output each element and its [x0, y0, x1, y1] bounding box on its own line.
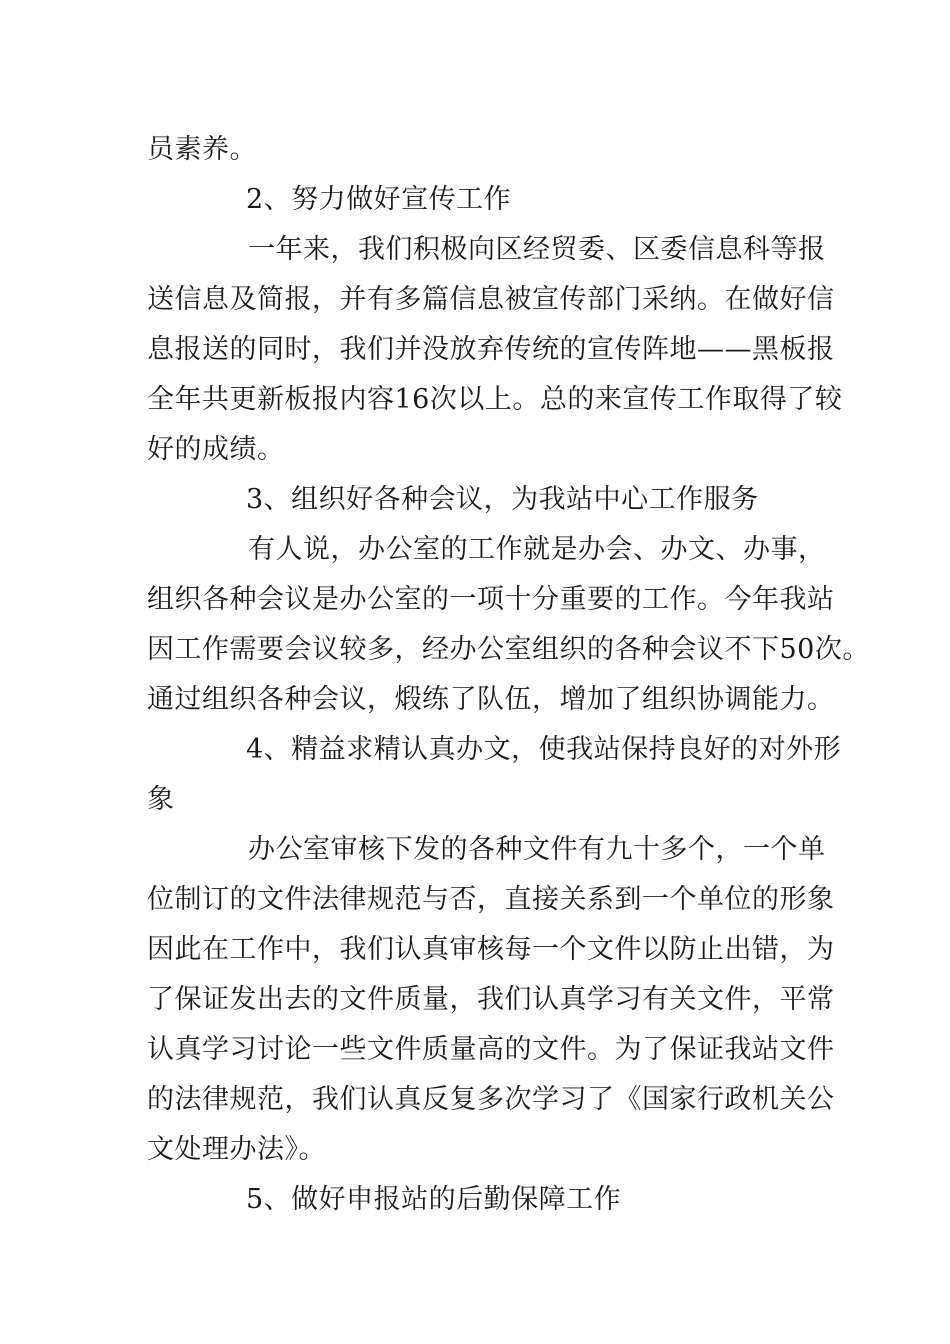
- section-heading-4: 4、精益求精认真办文，使我站保持良好的对外形: [246, 734, 842, 765]
- paragraph-line: 全年共更新板报内容16次以上。总的来宣传工作取得了较: [147, 384, 843, 415]
- paragraph-line: 组织各种会议是办公室的一项十分重要的工作。今年我站: [147, 584, 835, 615]
- paragraph-line: 文处理办法》。: [147, 1134, 326, 1165]
- paragraph-tail-line: 员素养。: [147, 134, 257, 165]
- paragraph-line: 因此在工作中，我们认真审核每一个文件以防止出错，为: [147, 934, 835, 965]
- paragraph-line: 了保证发出去的文件质量，我们认真学习有关文件，平常: [147, 984, 835, 1015]
- paragraph-line: 一年来，我们积极向区经贸委、区委信息科等报: [248, 234, 826, 265]
- paragraph-line: 因工作需要会议较多，经办公室组织的各种会议不下50次。: [147, 634, 870, 665]
- section-heading-4-continuation: 象: [147, 784, 175, 815]
- section-heading-5: 5、做好申报站的后勤保障工作: [246, 1184, 622, 1215]
- paragraph-line: 认真学习讨论一些文件质量高的文件。为了保证我站文件: [147, 1034, 835, 1065]
- paragraph-line: 的法律规范，我们认真反复多次学习了《国家行政机关公: [147, 1084, 835, 1115]
- section-heading-3: 3、组织好各种会议，为我站中心工作服务: [246, 484, 759, 515]
- paragraph-line: 位制订的文件法律规范与否，直接关系到一个单位的形象: [147, 884, 835, 915]
- section-heading-2: 2、努力做好宣传工作: [246, 184, 512, 215]
- paragraph-line: 办公室审核下发的各种文件有九十多个，一个单: [248, 834, 826, 865]
- paragraph-line: 好的成绩。: [147, 434, 285, 465]
- paragraph-line: 通过组织各种会议，煅练了队伍，增加了组织协调能力。: [147, 684, 835, 715]
- paragraph-line: 有人说，办公室的工作就是办会、办文、办事，: [248, 534, 826, 565]
- paragraph-line: 息报送的同时，我们并没放弃传统的宣传阵地——黑板报: [147, 334, 835, 365]
- paragraph-line: 送信息及简报，并有多篇信息被宣传部门采纳。在做好信: [147, 284, 835, 315]
